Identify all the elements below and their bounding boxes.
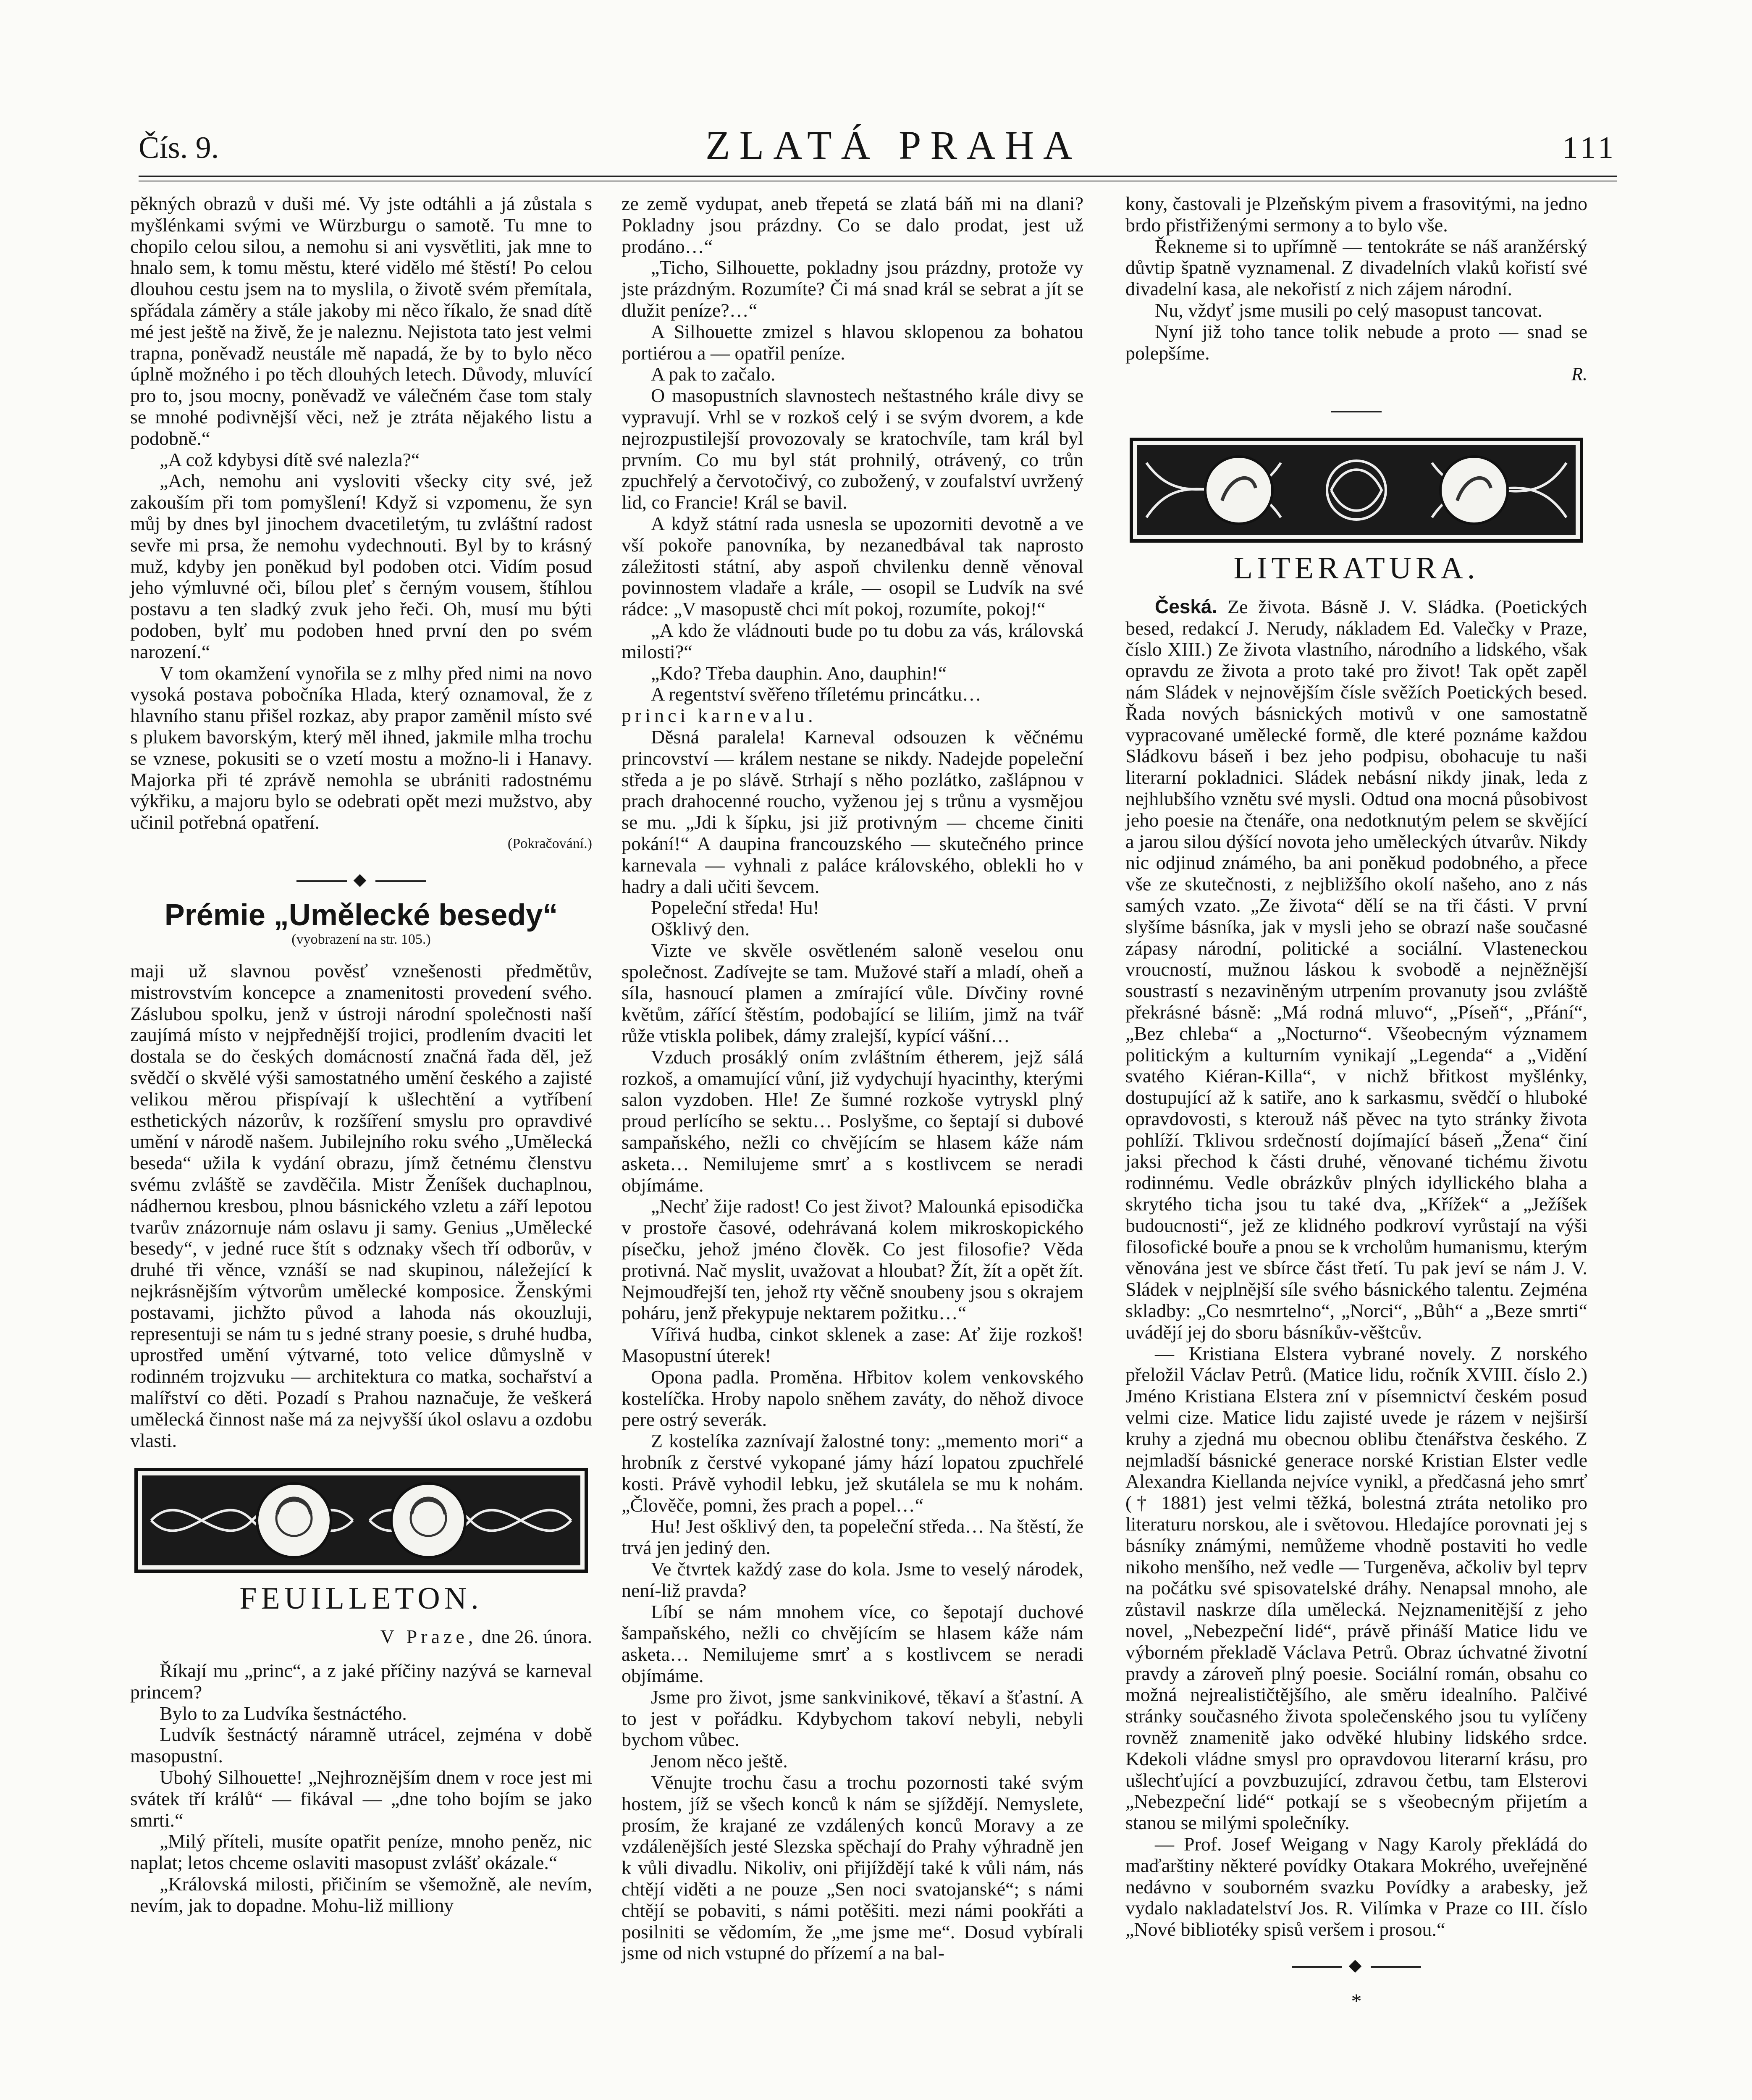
feuilleton-paragraph: Říkají mu „princ“, a z jaké příčiny nazývá se karneval princem? (130, 1660, 592, 1703)
feuilleton-title: FEUILLETON. (239, 1581, 483, 1616)
literatura-paragraph (1125, 596, 1587, 1343)
story-paragraph: pěkných obrazů v duši mé. Vy jste odtáhli a já zůstala s myšlénkami svými ve Würzburgu o samotě. Tu mne to chopilo celou silou, a nemohu si ani vysvětliti, jak mne to hnalo sem, k tomu městu, které vidělo mé štěstí! Po celou dlouhou cestu jsem na to myslila, o životě svém přemítala, spřádala záměry a stále jakoby mi něco říkalo, že snad dítě mé jest ještě na živě, že je naleznu. Nejistota tato jest velmi trapna, poněvadž neustále mě napadá, že by to bylo něco úplně možného i po těch dlouhých letech. Důvody, mluvící pro to, jsou mocny, poněvadž ve válečném čase tom staly se mnohé podivnější věci, než je ztráta nějakého listu a podobně.“ (130, 193, 592, 449)
feuilleton-paragraph: Opona padla. Proměna. Hřbitov kolem venkovského kostelíčka. Hroby napolo sněhem zaváty, do něhož divoce pere ostrý severák. (622, 1366, 1083, 1431)
feuilleton-paragraph: Děsná paralela! Karneval odsouzen k věčnému princovství — králem nestane se nikdy. Nadejde popeleční středa a je po slávě. Strhají s něho pozlátko, zašlápnou v prach drahocenné roucho, vyženou jej s trůnu a vysmějou se mu. „Jdi k šípku, jsi již protivným — chceme činiti pokání!“ A daupina francouzského — skutečného prince karnevala — vyhnali z paláce královského, oblekli ho v hadry a dali učiti ševcem. (622, 726, 1083, 897)
page-number: 111 (1562, 131, 1617, 165)
feuilleton-paragraph: Ošklivý den. (651, 918, 750, 940)
premie-text: maji už slavnou pověsť vznešenosti předmětův, mistrovstvím koncepce a znamenitosti provedení svého. Záslubou spolku, jenž v ústroji národní společnosti naší zaujímá místo v nejpřednější trojici, prodlením dvaciti let dostala se do českých domácností značná řada děl, jež svědčí o skvělé výši samostatného umění českého a zajisté velikou měrou přispívají k ušlechtění a vytříbení esthetických názorův, k rozšíření smyslu pro opravdivé umění v národě našem. Jubilejního roku svého „Umělecká beseda“ užila k vydání obrazu, jímž četnému členstvu svému zvláště se zavděčila. Mistr Ženíšek duchaplnou, nádhernou kresbou, plnou básnického vzletu a září lepotou tvarův znázornuje nám oslavu ji samy. Genius „Umělecké besedy“, v jedné ruce štít s odznaky všech tří odborův, v druhé tři věnce, vznáší se nad skupinou, náležející k nejkrásnějším výtvorům umělecké komposice. Ženskými postavami, jichžto původ a lahoda nás okouzluji, representuji se nám tu s jedné strany poesie, s druhé hudba, uprostřed umění výtvarné, toto velice důmyslně v rodinném trojzvuku — architektura co matka, sochařství a malířství co děti. Pozadí s Prahou naznačuje, že veškerá umělecká činnost naše má za nejvyšší úkol oslavu a ozdobu vlasti. (130, 960, 592, 1451)
literatura-ornament (1130, 438, 1583, 543)
feuilleton-paragraph: A regentství svěřeno tříletému princátku… (651, 683, 981, 705)
ceska-label: Česká. (1155, 595, 1217, 617)
feuilleton-paragraph: A Silhouette zmizel s hlavou sklopenou za bohatou portiérou a — opatřil peníze. (622, 320, 1083, 364)
review-text: Ze života. Básně J. V. Sládka. (Poetických besed, redakcí J. Nerudy, nákladem Ed. Valečky v Praze, číslo XIII.) Ze života vlastního, národního a lidského, však opravdu ze života a proto také pro život! Tak opět zapěl nám Sládek v nejnovějším čísle svěžích Poetických besed. Řada nových básnických motivů v one samostatně vypracované umělecké formě, dle které poznáme každou Sládkovu báseň i bez jeho podpisu, obohacuje tu naši literarní pokladnici. Sládek nebásní nikdy jinak, leda z nejhlubšího vznětu své mysli. Odtud ona mocná působivost jeho poesie na čtenáře, ona nedotknutým pelem se skvějící a jarou silou dýšící novota jeho uměleckých útvarův. Nikdy nic odjinud známého, ba ani poněkud podobného, a přece vše ze skutečnosti, z nejbližšího okolí našeho, ano z nás samých vzato. „Ze života“ dělí se na tři části. V první slyšíme básníka, jak v mysli jeho se obrazí naše současné zápasy národní, politické a sociální. Vlasteneckou vroucností, mužnou láskou k svobodě a nejněžnější soustrastí s nezaviněným utrpením provanuty jsou zvláště překrásné básně: „Má rodná mluvo“, „Píseň“, „Přání“, „Bez chleba“ a „Nocturno“. Všeobecným významem politickým a kulturním vynikají „Legenda“ a „Vidění svatého Kiéran-Killa“, v nichž břitkost myšlénky, dostupující až k satiře, ano k sarkasmu, svědčí o hluboké opravdovosti, s kterouž náš pěvec na tyto stránky života pohlíží. Tklivou srdečností dojímající báseň „Žena“ činí jaksi přechod k části druhé, věnované tichému životu rodinnému. Vedle obrázkův plných idyllického blaha a skrytého ticha jsou tu také dva, „Křížek“ a „Ježíšek budoucnosti“, jež ze klidného podkroví vyrůstají na výši filosofické bouře a pnou se k vrcholům humanismu, kterým věnována jest ve sbírce část třetí. Tu pak jeví se nám J. V. Sládek v nejplnější síle svého básnického talentu. Zejména skladby: „Co nesmrtelno“, „Norci“, „Bůh“ a „Beze smrti“ uvádějí jej do sboru básníkův-věštcův. (1125, 596, 1588, 1343)
feuilleton-paragraph: A když státní rada usnesla se upozorniti devotně a ve vší pokoře panovníka, by nezanedbával tak naprosto záležitosti státní, aby aspoň chvilenku denně věnoval povinnostem vladaře a krále, — osopil se Ludvík na své rádce: „V masopustě chci mít pokoj, rozumíte, pokoj!“ (622, 512, 1083, 620)
column-1 (130, 193, 592, 1916)
feuilleton-paragraph: Vzduch prosáklý oním zvláštním étherem, jejž sálá rozkoš, a omamující vůní, již vydychují hyacinthy, kterými salon vyzdoben. Hle! Ze šumné rozkoše vytryskl plný proud perlícího se sektu… Poslyšme, co šeptají si dubové sampaňského, nežli co chvějícím se hlasem káže nám asketa… Nemilujeme smrť a s kostlivcem se neradi objímáme. (622, 1046, 1083, 1196)
feuilleton-paragraph: Ubohý Silhouette! „Nejhroznějším dnem v roce jest mi svátek tří králů“ — fikával — „dne toho bojím se jako smrti.“ (130, 1767, 592, 1831)
feuilleton-paragraph: „Milý příteli, musíte opatřit peníze, mnoho peněz, nic naplat; letos chceme oslaviti masopust zvlášť okázale.“ (130, 1830, 592, 1874)
story-continuation (130, 193, 592, 855)
dateline-date: dne 26. února. (481, 1626, 592, 1648)
feuilleton-paragraph: „Ticho, Silhouette, pokladny jsou prázdny, protože vy jste prázdným. Rozumíte? Či má snad král se sebrat a jít se dlužit peníze?…“ (622, 257, 1083, 321)
literatura-paragraph: — Kristiana Elstera vybrané novely. Z norského přeložil Václav Petrů. (Matice lidu, ročník XVIII. číslo 2.) Jméno Kristiana Elstera zní v písemnictví českém posud velmi cize. Matice lidu zajisté uvede je rázem v nejširší kruhy a zjedná mu obecnou oblibu čtenářstva českého. Z nejmladší básnické generace norské Kristian Elster vedle Alexandra Kiellanda nejvíce vynikl, a předčasná jeho smrť († 1881) jest velmi těžká, bolestná ztráta netoliko pro literaturu norskou, ale i světovou. Hledajíce porovnati jej s básníky známými, nemůžeme vhodně postaviti ho vedle nikoho menšího, než vedle — Turgeněva, ačkoliv byl teprv na počátku své spisovatelské dráhy. Nenapsal mnoho, ale zůstavil naskrze díla umělecká. Nejznamenitější z jeho novel, „Nebezpeční lidé“, právě přináší Matice lidu ve výborném překladě Václava Petrů. Obraz úchvatné životní pravdy a zároveň plný poesie. Sociální román, obsahu co možná nejrealističtějšího, ale směru idealního. Palčivé stránky současného života společenského jsou tu vylíčeny rovněž znamenitě jako odvěké hlubiny lidského srdce. Kdekoli vládne smysl pro opravdovou literarní krásu, pro ušlechťující a povzbuzující, zdravou četbu, tam Elsterovi „Nebezpeční lidé“ potkají se s všeobecným přijetím a stanou se milými společníky. (1125, 1342, 1587, 1834)
feuilleton-paragraph: „Nechť žije radost! Co jest život? Malounká episodička v prostoře časové, odehrávaná kolem mikroskopického písečku, jehož jméno člověk. Co jest filosofie? Věda protivná. Nač myslit, uvažovat a hloubat? Žít, žít a opět žít. Nejmoudřejší ten, jehož rty věčně snoubeny jsou s okrajem poháru, jenž překypuje nektarem požitku…“ (622, 1195, 1083, 1324)
premie-note: (vyobrazení na str. 105.) (291, 932, 431, 948)
feuilleton-paragraph: Vizte ve skvěle osvětleném saloně veselou onu společnost. Zadívejte se tam. Mužové staří a mladí, oheň a síla, hasnoucí plamen a zmírající vůle. Dívčiny rovné květům, zářící štěstím, podobající se liliím, jimž na tvář růže vtiskla polibek, dámy zralejší, kypící vášní… (622, 939, 1083, 1047)
separator: ◆ (1125, 1955, 1587, 1976)
issue-number: Čís. 9. (139, 131, 219, 165)
signature: R. (1571, 364, 1587, 385)
feuilleton-paragraph: Líbí se nám mnohem více, co šepotají duchové šampaňského, nežli co chvějícím se hlasem káže nám asketa… Nemilujeme smrť a s kostlivcem se neradi objímáme. (622, 1601, 1083, 1686)
feuilleton-paragraph: Vířivá hudba, cinkot sklenek a zase: Ať žije rozkoš! Masopustní úterek! (622, 1323, 1083, 1367)
end-star: * (1351, 1989, 1362, 2013)
story-paragraph: „Ach, nemohu ani vysloviti všecky city své, jež zakouším při tom pomyšlení! Když si vzpomenu, že syn můj by dnes byl jinochem dvacetiletým, tu zvláštní radost sevře mi prsa, že nemohu vydechnouti. Byl by to krásný muž, kdyby jen poněkud byl podoben otci. Vidím posud jeho výmluvné oči, bílou pleť s černým vousem, štíhlou postavu a ten sladký zvuk jeho řeči. Oh, musí mu býti podoben, bylť mu podoben hned první den po svém narození.“ (130, 470, 592, 662)
feuilleton-paragraph: O masopustních slavnostech neštastného krále divy se vypravují. Vrhl se v rozkoš celý i se svým dvorem, a kde nejrozpustilejší provozovaly se kratochvíle, tam král byl prvním. Co mu byl stát prohnilý, otrávený, co trůn zpuchřelý a červotočivý, co zubožený, v zoufalství uvržený lid, co Francie! Král se bavil. (622, 385, 1083, 513)
feuilleton-paragraph: Jsme pro život, jsme sankvinikové, těkaví a šťastní. A to jest v pořádku. Kdybychom takoví nebyli, nebyli bychom vůbec. (622, 1686, 1083, 1751)
literatura-title: LITERATURA. (1233, 551, 1479, 585)
feuilleton-paragraph: „Kdo? Třeba dauphin. Ano, dauphin!“ (651, 662, 947, 684)
to-be-continued: (Pokračování.) (507, 835, 592, 851)
feuilleton-paragraph: A pak to začalo. (651, 363, 776, 385)
premie-title: Prémie „Umělecké besedy“ (164, 898, 558, 932)
feuilleton-paragraph: ze země vydupat, aneb třepetá se zlatá báň mi na dlani? Pokladny jsou prázdny. Co se dalo prodat, jest už prodáno…“ (622, 193, 1083, 257)
feuilleton-paragraph: Hu! Jest ošklivý den, ta popeleční středa… Na štěstí, že trvá jen jediný den. (622, 1515, 1083, 1559)
story-paragraph: „A což kdybysi dítě své nalezla?“ (160, 449, 420, 470)
separator: ◆ (130, 869, 592, 890)
feuilleton-paragraph: „A kdo že vládnouti bude po tu dobu za vás, královská milosti?“ (622, 619, 1083, 662)
page-header (139, 122, 1617, 172)
feuilleton-paragraph: Řekneme si to upřímně — tentokráte se náš aranžérský důvtip špatně vyznamenal. Z divadelních vlaků kořistí své divadelní kasa, ale nekořistí z nich zájem národní. (1125, 235, 1587, 300)
feuilleton-paragraph: Bylo to za Ludvíka šestnáctého. (160, 1702, 407, 1724)
column-3 (1125, 193, 1587, 2012)
literatura-paragraph: — Prof. Josef Weigang v Nagy Karoly překládá do maďarštiny některé povídky Otakara Mokrého, uveřejněné nedávno v souborném svazku Povídky a arabesky, jež vydalo nakladatelství Jos. R. Vilímka v Praze co III. číslo „Nové bibliotéky spisů veršem i prosou.“ (1125, 1833, 1587, 1940)
header-rule (139, 176, 1617, 181)
feuilleton-paragraph: Nyní již toho tance tolik nebude a proto — snad se polepšíme. (1125, 320, 1587, 364)
column-2 (622, 193, 1083, 1964)
feuilleton-paragraph: Ludvík šestnáctý náramně utrácel, zejména v době masopustní. (130, 1724, 592, 1767)
feuilleton-paragraph: Jenom něco ještě. (651, 1750, 788, 1772)
feuilleton-paragraph: Popeleční středa! Hu! (651, 897, 820, 919)
feuilleton-paragraph: Z kostelíka zaznívají žalostné tony: „memento mori“ a hrobník z čerstvé vykopané jámy hází lopatou zpuchřelé kosti. Právě vyhodil lebku, jež skutálela se mu k nohám. „Člověče, pomni, žes prach a popel…“ (622, 1430, 1083, 1516)
feuilleton-paragraph: „Královská milosti, přičiním se všemožně, ale nevím, nevím, jak to dopadne. Mohu-liž milliony (130, 1873, 592, 1916)
feuilleton-paragraph: kony, častovali je Plzeňským pivem a frasovitými, na jedno brdo přistřiženými sermony a to bylo vše. (1125, 193, 1587, 236)
feuilleton-ornament (134, 1468, 588, 1573)
journal-title: ZLATÁ PRAHA (706, 123, 1082, 168)
feuilleton-paragraph: Ve čtvrtek každý zase do kola. Jsme to veselý národek, není-liž pravda? (622, 1558, 1083, 1601)
feuilleton-paragraph: Věnujte trochu času a trochu pozornosti také svým hostem, jíž se všech konců k nám se sjíždějí. Nemyslete, prosím, že krajané ze vzdálených konců Moravy a ze vzdálenějších jesté Slezska spěchají do Prahy výhradně jen k vůli divadlu. Nikoliv, oni přijíždějí také k vůli nám, nás chtějí viděti a ne pouze „Sen noci svatojanské“; s námi chtějí se pobaviti, s námi potěšiti. mezi námi pookřáti a posilniti se vědomím, že „me jsme me“. Dosud vybírali jsme od nich vstupné do přízemí a na bal- (622, 1771, 1083, 1964)
separator (1125, 399, 1587, 421)
story-paragraph: V tom okamžení vynořila se z mlhy před nimi na novo vysoká postava pobočníka Hlada, který oznamoval, že z hlavního stanu přišel rozkaz, aby prapor zaměnil místo své s plukem bavorským, který měl ihned, jakmile mlha trochu se vznese, pokusiti se o vzetí mostu a možno-li i Hanavy. Majorka při té zprávě nemohla se ubrániti radostnému výkřiku, a majoru bylo se odebrati opět mezi mužstvo, aby učinil potřebná opatření. (130, 662, 592, 833)
feuilleton-paragraph: Nu, vždyť jsme musili po celý masopust tancovat. (1155, 299, 1542, 321)
feuilleton-dateline (130, 1626, 592, 1648)
spaced-emphasis: princi karnevalu. (622, 705, 817, 727)
dateline-place: V Praze, (380, 1626, 477, 1648)
